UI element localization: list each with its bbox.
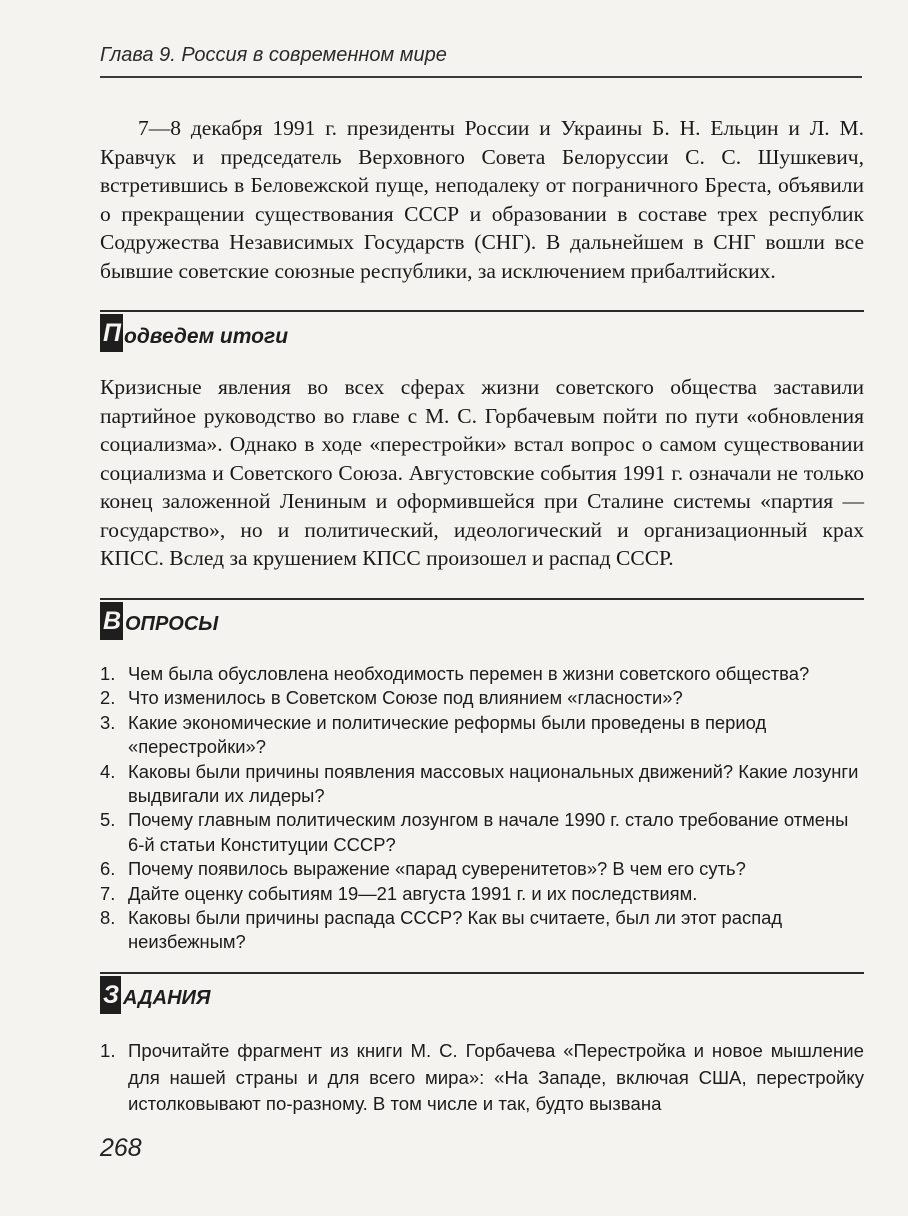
list-item [100,1038,864,1118]
questions-list [100,662,864,955]
tasks-heading-initial: З [100,976,121,1014]
list-item [100,857,864,881]
item-number: 3. [100,711,116,733]
summary-heading-initial: П [100,314,123,352]
item-text: Дайте оценку событиям 19—21 августа 1991 г. и их последствиям. [128,882,698,904]
list-item [100,760,864,809]
item-text: Каковы были причины распада СССР? Как вы считаете, был ли этот распад неизбежным? [128,907,783,953]
summary-heading [100,310,864,360]
item-text: Чем была обусловлена необходимость перемен в жизни советского общества? [128,663,810,684]
item-number: 1. [100,663,116,684]
section-rule [100,598,864,600]
list-item [100,808,864,857]
summary-heading-text: одведем итоги [124,325,289,348]
list-item [100,686,864,710]
list-item [100,882,864,906]
item-text: Что изменилось в Советском Союзе под влиянием «гласности»? [128,687,683,709]
section-rule [100,972,864,974]
item-text: Почему появилось выражение «парад суверенитетов»? В чем его суть? [128,858,746,880]
item-number: 4. [100,760,116,782]
list-item [100,906,864,955]
item-number: 8. [100,907,116,929]
section-rule [100,310,864,312]
summary-paragraph: Кризисные явления во всех сферах жизни советского общества заставили партийное руководство во главе с М. С. Горбачевым пойти по пути «обновления социализма». Однако в ходе «перестройки» встал вопрос о самом существовании социализма и Советского Союза. Августовские события 1991 г. означали не только конец заложенной Лениным и оформившейся при Сталине системы «партия — государство», но и политический, идеологический и организационный крах КПСС. Вслед за крушением КПСС произошел и распад СССР. [100,375,864,570]
item-text: Каковы были причины появления массовых национальных движений? Какие лозунги выдвигали их лидеры? [128,760,859,807]
tasks-heading-text: АДАНИЯ [123,987,211,1009]
list-item [100,711,864,760]
questions-heading-initial: В [100,602,123,640]
item-number: 2. [100,687,116,709]
item-text: Прочитайте фрагмент из книги М. С. Горбачева «Перестройка и новое мышление для нашей страны и для всего мира»: «На Западе, включая США, перестройку истолковывают по-разному. В том числе и так, будто вызвана [128,1040,864,1114]
questions-heading [100,598,864,648]
list-item [100,662,864,686]
page-number: 268 [100,1134,142,1162]
tasks-list [100,1038,864,1118]
chapter-title: Глава 9. Россия в современном мире [100,44,447,66]
item-number: 7. [100,882,116,904]
running-head [100,44,862,67]
item-number: 6. [100,858,116,880]
intro-paragraph: 7—8 декабря 1991 г. президенты России и Украины Б. Н. Ельцин и Л. М. Кравчук и председатель Верховного Совета Белоруссии С. С. Шушкевич, встретившись в Беловежской пуще, неподалеку от пограничного Бреста, объявили о прекращении существования СССР и образовании в составе трех республик Содружества Независимых Государств (СНГ). В дальнейшем в СНГ вошли все бывшие советские союзные республики, за исключением прибалтийских. [100,116,864,283]
questions-heading-text: ОПРОСЫ [125,613,219,635]
item-number: 1. [100,1040,116,1061]
tasks-heading [100,972,864,1022]
header-rule [100,76,862,78]
item-number: 5. [100,809,116,831]
item-text: Какие экономические и политические реформы были проведены в период «перестройки»? [128,711,767,758]
item-text: Почему главным политическим лозунгом в начале 1990 г. стало требование отмены 6-й статьи Конституции СССР? [128,809,849,855]
